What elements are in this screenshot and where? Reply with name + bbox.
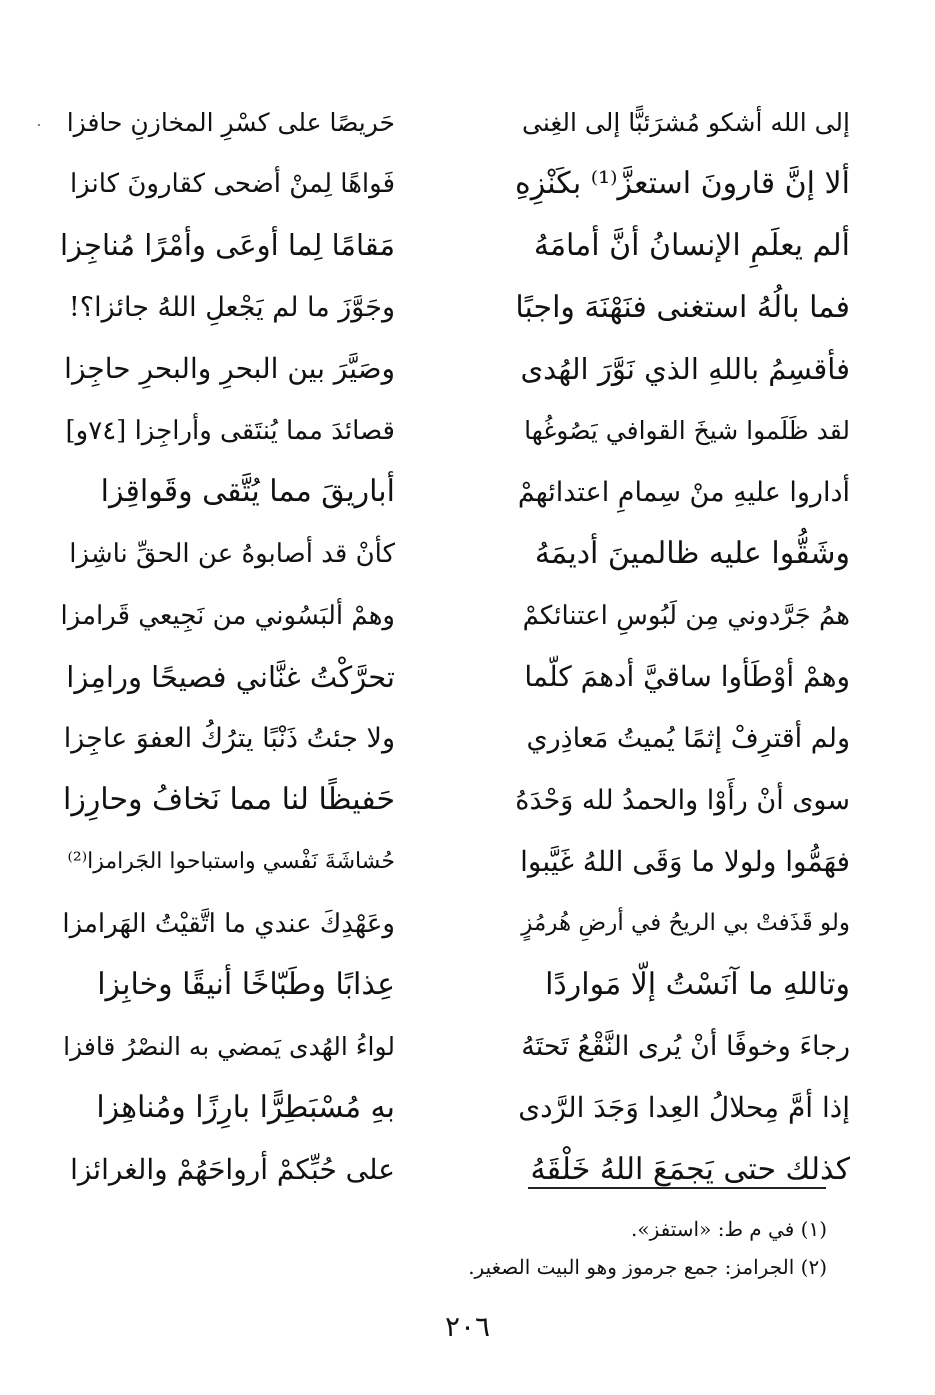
footnotes (327, 1210, 827, 1286)
verse-second-hemistich: مَقامًا لِما أوعَى وأمْرًا مُناجِزا (59, 228, 395, 263)
verse-line (60, 338, 850, 400)
verse-second-hemistich: قصائدَ مما يُنتَقى وأراجِزا [٧٤و] (65, 415, 395, 446)
verse-first-hemistich: ألم يعلَمِ الإنسانُ أنَّ أمامَهُ (533, 227, 850, 263)
verse-line (60, 585, 850, 647)
verse-first-hemistich: فأقسِمُ باللهِ الذي نَوَّرَ الهُدى (520, 351, 850, 386)
verse-line (60, 708, 850, 770)
verse-line (60, 215, 850, 277)
verse-first-hemistich: كذلك حتى يَجمَعَ اللهُ خَلْقَهُ (530, 1151, 850, 1187)
verse-second-hemistich: حَريصًا على كسْرِ المخازنِ حافزا (66, 108, 395, 138)
verse-first-hemistich: وهمْ أوْطَأوا ساقيَّ أدهمَ كلّما (524, 660, 850, 694)
verse-line (60, 400, 850, 462)
verse-line (60, 831, 850, 893)
verse-line (60, 646, 850, 708)
verse-second-hemistich: أباريقَ مما يُتَّقى وقَواقِزا (100, 474, 395, 510)
verse-second-hemistich: ولا جئتُ ذَنْبًا يترُكُ العفوَ عاجِزا (63, 723, 395, 755)
verse-second-hemistich: لواءُ الهُدى يَمضي به النصْرُ قافزا (63, 1032, 395, 1062)
footnote-separator (528, 1187, 826, 1189)
verse-line (60, 154, 850, 216)
verse-first-hemistich: فما بالُهُ استغنى فنَهْنَهَ واجبًا (515, 289, 850, 325)
verse-second-hemistich: وعَهْدِكَ عندي ما اتَّقيْتُ الهَرامزا (62, 908, 395, 939)
verse-line (60, 277, 850, 339)
verse-second-hemistich: عِذابًا وطَبّاخًا أنيقًا وخابِزا (97, 967, 395, 1003)
verse-second-hemistich: وصَيَّرَ بين البحرِ والبحرِ حاجِزا (64, 352, 395, 386)
verse-line (60, 1016, 850, 1078)
verse-line (60, 462, 850, 524)
verse-line (60, 92, 850, 154)
margin-speck (38, 124, 40, 126)
verse-line (60, 954, 850, 1016)
verse-second-hemistich: كأنْ قد أصابوهُ عن الحقِّ ناشِزا (69, 538, 395, 569)
verse-second-hemistich: وهمْ ألبَسُوني من نَجِيعي قَرامزا (60, 600, 395, 631)
verse-first-hemistich: لقد ظَلَموا شيخَ القوافي يَصُوغُها (524, 416, 850, 446)
poem-body (60, 92, 850, 1201)
verse-first-hemistich: وتاللهِ ما آنَسْتُ إلّا مَواردًا (545, 967, 850, 1003)
verse-first-hemistich: فهَمُّوا ولولا ما وَقَى اللهُ غَيَّبوا (520, 844, 850, 878)
verse-first-hemistich: ولم أقترِفْ إثمًا يُميتُ مَعاذِري (526, 723, 850, 755)
verse-first-hemistich: ألا إنَّ قارونَ استعزَّ⁽¹⁾ بكَنْزِهِ (514, 166, 850, 202)
verse-line (60, 1139, 850, 1201)
verse-first-hemistich: إلى الله أشكو مُشرَئبًّا إلى الغِنى (521, 108, 850, 138)
verse-first-hemistich: إذا أمَّ مِحلالُ العِدا وَجَدَ الرَّدى (518, 1091, 850, 1125)
verse-line (60, 1078, 850, 1140)
verse-line (60, 523, 850, 585)
verse-second-hemistich: بهِ مُسْبَطِرًّا بارِزًا ومُناهِزا (96, 1090, 395, 1126)
verse-first-hemistich: رجاءَ وخوفًا أنْ يُرى النَّقْعُ تَحتَهُ (521, 1031, 850, 1063)
verse-first-hemistich: سوى أنْ رأَوْا والحمدُ لله وَحْدَهُ (515, 784, 850, 816)
verse-second-hemistich: حَفيظًا لنا مما نَخافُ وحارِزا (63, 782, 395, 818)
verse-second-hemistich: تحرَّكْتُ غنَّاني فصيحًا ورامِزا (66, 659, 395, 694)
verse-second-hemistich: على حُبِّكمْ أرواحَهُمْ والغرائزا (70, 1152, 395, 1186)
verse-line (60, 770, 850, 832)
verse-first-hemistich: ولو قَذَفتْ بي الريحُ في أرضِ هُرمُزٍ (521, 910, 850, 937)
verse-first-hemistich: همُ جَرَّدوني مِن لَبُوسِ اعتنائكمْ (522, 600, 850, 631)
verse-first-hemistich: وشَقُّوا عليه ظالمينَ أديمَهُ (534, 535, 850, 571)
footnote-1: (١) في م ط: «استفز». (631, 1217, 827, 1241)
verse-second-hemistich: فَواهًا لِمنْ أضحى كقارونَ كانزا (69, 169, 395, 200)
verse-line (60, 893, 850, 955)
verse-second-hemistich: حُشاشَةَ نَفْسي واستباحوا الجَرامزا⁽²⁾ (67, 848, 395, 874)
page-number: ٢٠٦ (444, 1310, 491, 1343)
verse-first-hemistich: أداروا عليهِ منْ سِمامِ اعتدائهمْ (517, 476, 850, 508)
verse-second-hemistich: وجَوَّزَ ما لم يَجْعلِ اللهُ جائزا؟! (68, 292, 395, 324)
footnote-2: (٢) الجرامز: جمع جرموز وهو البيت الصغير. (468, 1255, 827, 1279)
